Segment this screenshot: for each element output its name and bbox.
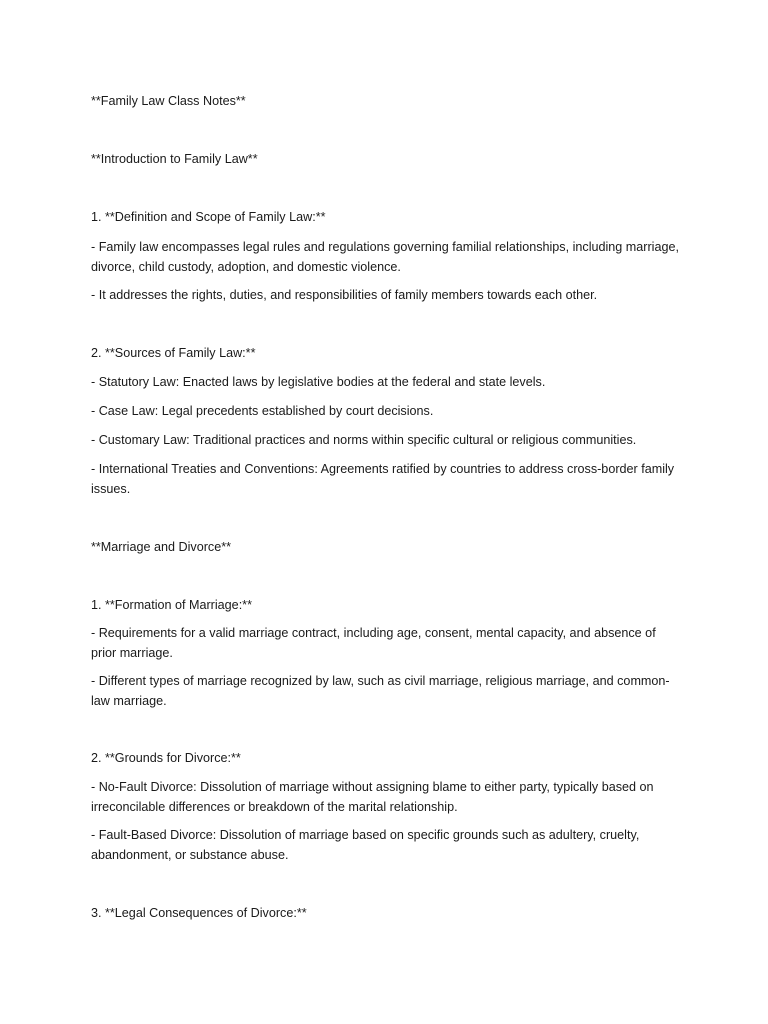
- paragraph-formation-2: - Different types of marriage recognized by law, such as civil marriage, religious marriage, and common-law marriage.: [91, 674, 670, 708]
- paragraph-formation-1: - Requirements for a valid marriage contract, including age, consent, mental capacity, and absence of prior marriage.: [91, 626, 656, 660]
- section-heading-marriage-divorce: **Marriage and Divorce**: [91, 540, 231, 554]
- paragraph-definition-2: - It addresses the rights, duties, and responsibilities of family members towards each other.: [91, 288, 598, 302]
- paragraph-sources-statutory: - Statutory Law: Enacted laws by legislative bodies at the federal and state levels.: [91, 375, 546, 389]
- paragraph-sources-international: - International Treaties and Conventions: Agreements ratified by countries to address cross-border family issues.: [91, 462, 675, 496]
- item-heading-grounds: 2. **Grounds for Divorce:**: [91, 751, 241, 765]
- section-heading-introduction: **Introduction to Family Law**: [91, 152, 258, 166]
- paragraph-sources-case-law: - Case Law: Legal precedents established by court decisions.: [91, 404, 434, 418]
- item-heading-sources: 2. **Sources of Family Law:**: [91, 346, 256, 360]
- paragraph-definition-1: - Family law encompasses legal rules and regulations governing familial relationships, including marriage, divorce, child custody, adoption, and domestic violence.: [91, 240, 679, 274]
- paragraph-sources-customary: - Customary Law: Traditional practices and norms within specific cultural or religious communities.: [91, 433, 637, 447]
- paragraph-grounds-fault-based: - Fault-Based Divorce: Dissolution of marriage based on specific grounds such as adultery, cruelty, abandonment, or substance abuse.: [91, 828, 640, 862]
- item-heading-definition-scope: 1. **Definition and Scope of Family Law:**: [91, 210, 326, 224]
- item-heading-formation: 1. **Formation of Marriage:**: [91, 598, 252, 612]
- document-title: **Family Law Class Notes**: [91, 94, 246, 108]
- paragraph-grounds-no-fault: - No-Fault Divorce: Dissolution of marriage without assigning blame to either party, typically based on irreconcilable differences or breakdown of the marital relationship.: [91, 780, 654, 814]
- item-heading-consequences: 3. **Legal Consequences of Divorce:**: [91, 906, 307, 920]
